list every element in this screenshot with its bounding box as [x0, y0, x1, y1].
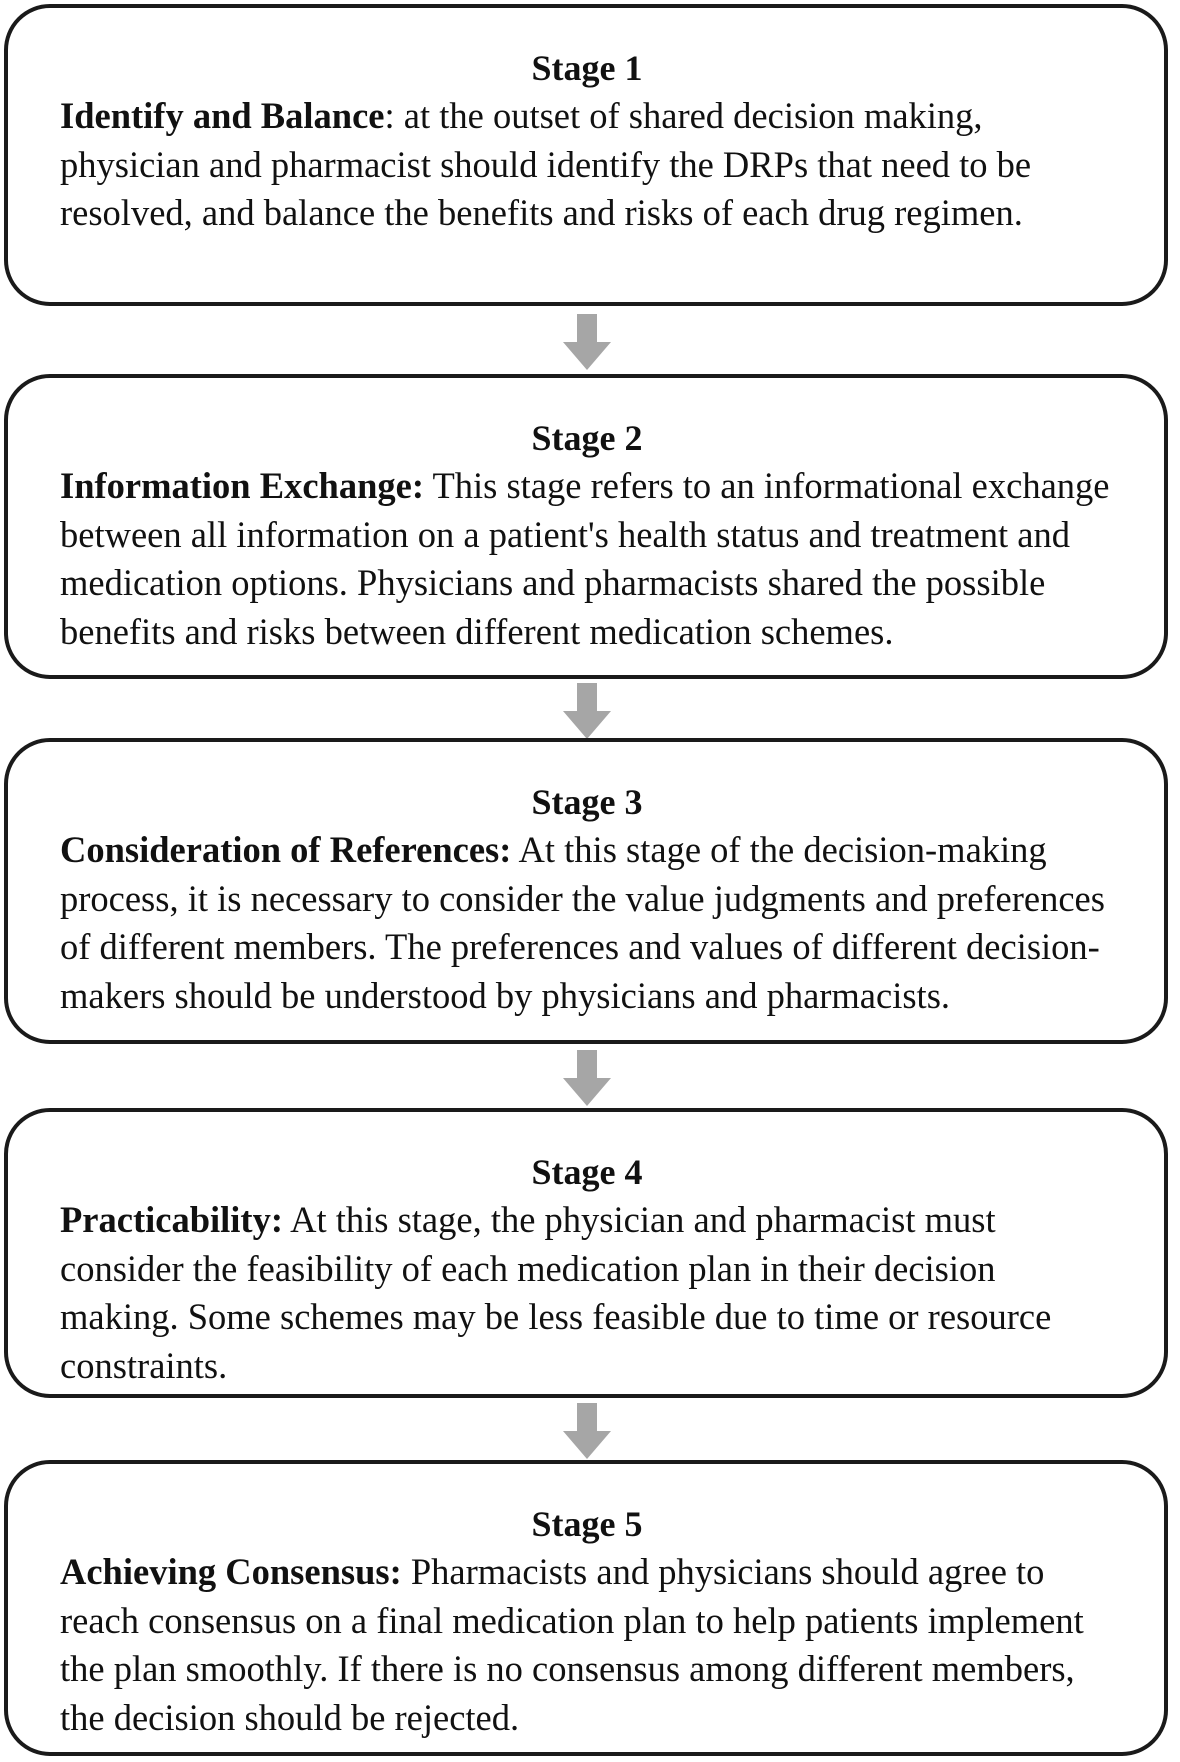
- stage-1-term: Identify and Balance: [60, 95, 385, 136]
- down-arrow-icon: [563, 1050, 611, 1106]
- stage-5-description: [60, 1548, 1114, 1743]
- stage-4-description: [60, 1196, 1114, 1391]
- stage-5-box: [4, 1460, 1168, 1756]
- stage-3-text: At this stage of the decision-making process, it is necessary to consider the value judgments and preferences of different members. The preferences and values of different decision-makers should be understood by physicians and pharmacists.: [60, 829, 1105, 1017]
- stage-1-title: Stage 1: [531, 48, 643, 88]
- stage-2-term: Information Exchange:: [60, 465, 424, 506]
- down-arrow-icon: [563, 1403, 611, 1459]
- stage-4-box: [4, 1108, 1168, 1398]
- stage-3-description: [60, 826, 1114, 1021]
- down-arrow-icon: [563, 314, 611, 370]
- stage-3-box: [4, 738, 1168, 1044]
- stage-5-text: Pharmacists and physicians should agree to reach consensus on a final medication plan to help patients implement the plan smoothly. If there is no consensus among different members, the decision should be rejected.: [60, 1551, 1084, 1739]
- stage-1-box: [4, 4, 1168, 306]
- stage-1-description: [60, 92, 1114, 238]
- stage-5-term: Achieving Consensus:: [60, 1551, 402, 1592]
- stage-5-title: Stage 5: [531, 1504, 643, 1544]
- stage-4-term: Practicability:: [60, 1199, 283, 1240]
- stage-3-title: Stage 3: [531, 782, 643, 822]
- stage-1-text: : at the outset of shared decision making, physician and pharmacist should identify the DRPs that need to be resolved, and balance the benefits and risks of each drug regimen.: [60, 95, 1032, 234]
- stage-4-text: At this stage, the physician and pharmacist must consider the feasibility of each medication plan in their decision making. Some schemes may be less feasible due to time or resource constraints.: [60, 1199, 1052, 1387]
- stage-2-description: [60, 462, 1114, 657]
- stage-4-title: Stage 4: [531, 1152, 643, 1192]
- stage-3-term: Consideration of References:: [60, 829, 512, 870]
- down-arrow-icon: [563, 683, 611, 739]
- stage-2-box: [4, 374, 1168, 679]
- stage-2-text: This stage refers to an informational exchange between all information on a patient's health status and treatment and medication options. Physicians and pharmacists shared the possible benefits and risks between different medication schemes.: [60, 465, 1110, 653]
- stage-2-title: Stage 2: [531, 418, 643, 458]
